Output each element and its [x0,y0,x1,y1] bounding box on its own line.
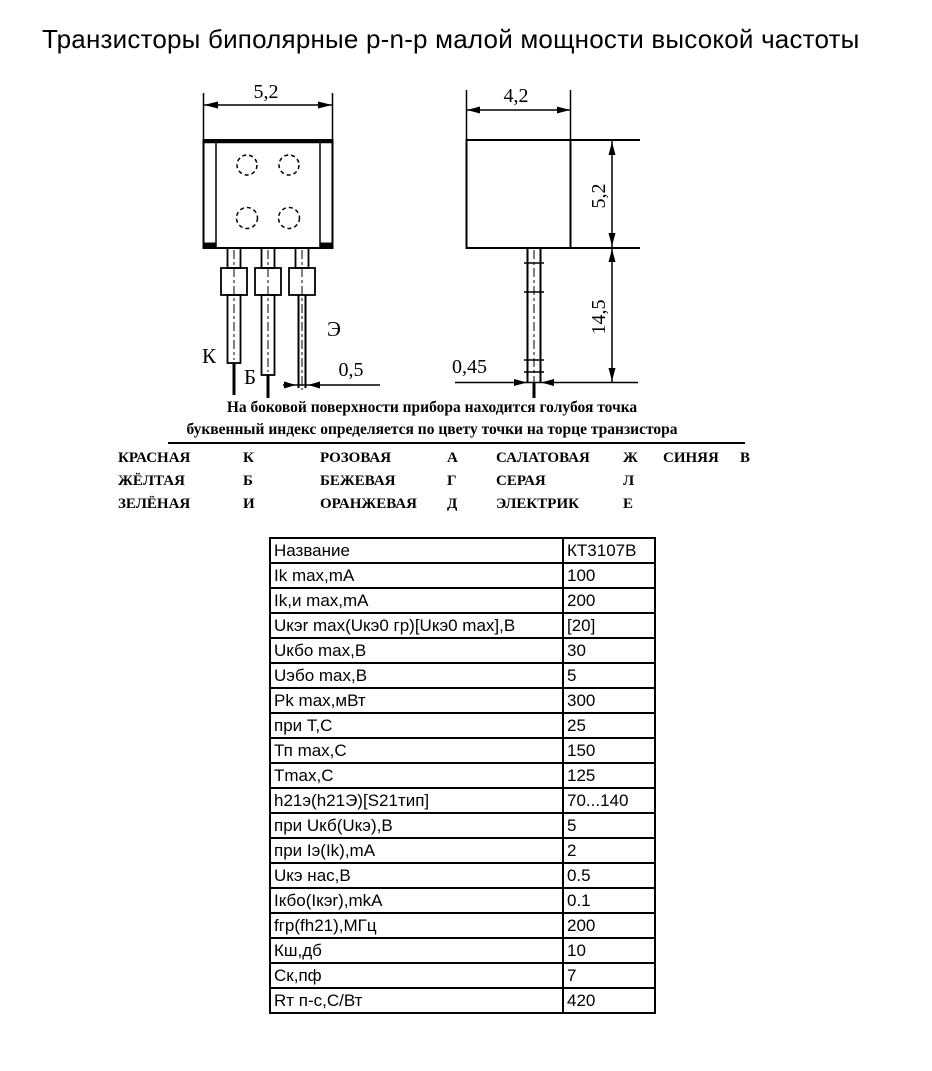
param-value: 200 [563,913,655,938]
param-value: 7 [563,963,655,988]
param-value: 420 [563,988,655,1013]
param-value: 300 [563,688,655,713]
color-name: ЭЛЕКТРИК [496,496,579,512]
param-label: Кш,дб [270,938,563,963]
param-label: при Uкб(Uкэ),В [270,813,563,838]
param-label: Ik max,mA [270,563,563,588]
param-label: Название [270,538,563,563]
color-letter: Г [447,473,457,489]
arrowhead [609,249,616,262]
param-value: 30 [563,638,655,663]
color-code-table [118,447,770,516]
param-label: Rт п-с,С/Вт [270,988,563,1013]
table-row [270,763,655,788]
param-value: 100 [563,563,655,588]
table-row [270,963,655,988]
color-name: ЖЁЛТАЯ [118,473,185,489]
side-lead-length-dim-label: 14,5 [588,299,610,335]
hole [237,155,257,175]
front-lead-width-dim-label: 0,5 [338,359,364,381]
table-row [270,788,655,813]
param-label: Pk max,мВт [270,688,563,713]
color-letter: В [740,450,751,466]
front-view [204,93,381,398]
table-row [270,938,655,963]
hole [237,208,258,229]
param-label: при Iэ(Ik),mA [270,838,563,863]
param-label: Тп max,С [270,738,563,763]
param-label: fгр(fh21),МГц [270,913,563,938]
arrowhead [318,102,332,109]
param-label: Uэбо max,В [270,663,563,688]
table-row [270,863,655,888]
param-label: Uкбо max,В [270,638,563,663]
side-view [455,90,640,398]
table-row [270,588,655,613]
param-label: Iкбо(Iкэr),mkA [270,888,563,913]
param-value: 5 [563,663,655,688]
color-letter: И [243,496,255,512]
table-row [270,838,655,863]
arrowhead [609,368,616,381]
table-row [270,638,655,663]
param-label: Uкэ нас,В [270,863,563,888]
param-value: 25 [563,713,655,738]
table-row [270,538,655,563]
table-row [270,563,655,588]
param-value: 125 [563,763,655,788]
param-label: h21э(h21Э)[S21тип] [270,788,563,813]
param-value: 200 [563,588,655,613]
hole [279,208,300,229]
color-letter: Ж [623,450,638,466]
lead-emitter [289,248,315,390]
param-value: 150 [563,738,655,763]
table-row [270,888,655,913]
table-row [270,988,655,1013]
color-letter: К [243,450,254,466]
lead-base [255,248,281,398]
note-letter-index: буквенный индекс определяется по цвету точки на торце транзистора [186,421,678,438]
param-value: 2 [563,838,655,863]
color-letter: Л [623,473,635,489]
arrowhead [308,382,320,389]
param-value: 0.1 [563,888,655,913]
table-row [270,688,655,713]
color-letter: Е [623,496,634,512]
divider-line [168,442,745,444]
table-row [270,663,655,688]
param-label: Ск,пф [270,963,563,988]
param-label: при Т,С [270,713,563,738]
arrowhead [557,107,570,114]
param-label: Ik,и max,mA [270,588,563,613]
color-letter: Д [447,496,458,512]
parameters-table [269,537,656,1014]
param-value: КТ3107В [563,538,655,563]
table-row [270,713,655,738]
arrowhead [204,102,218,109]
hole [279,155,299,175]
arrowhead [609,233,616,246]
side-height-dim-label: 5,2 [588,183,610,209]
table-row [270,913,655,938]
color-name: САЛАТОВАЯ [496,450,590,466]
color-name: ОРАНЖЕВАЯ [320,496,417,512]
side-lead-thickness-dim-label: 0,45 [452,356,487,378]
color-name: КРАСНАЯ [118,450,191,466]
color-letter: А [447,450,458,466]
color-name: БЕЖЕВАЯ [320,473,396,489]
param-label: Uкэr max(Uкэ0 гр)[Uкэ0 max],В [270,613,563,638]
side-lead [524,248,544,398]
arrowhead [514,379,527,386]
arrowhead [609,142,616,155]
pin-label-base: Б [244,365,257,389]
param-value: [20] [563,613,655,638]
color-name: СИНЯЯ [663,450,719,466]
param-label: Tmax,С [270,763,563,788]
param-value: 5 [563,813,655,838]
arrowhead [284,382,296,389]
param-value: 70...140 [563,788,655,813]
color-name: РОЗОВАЯ [320,450,392,466]
table-row [270,613,655,638]
color-letter: Б [243,473,253,489]
page-title: Транзисторы биполярные p-n-p малой мощности высокой частоты [42,24,860,54]
param-value: 0.5 [563,863,655,888]
pin-label-collector: К [202,344,217,368]
table-row [270,738,655,763]
pin-label-emitter: Э [327,317,341,341]
table-row [270,813,655,838]
note-blue-dot: На боковой поверхности прибора находится голубоя точка [226,399,638,416]
arrowhead [541,379,554,386]
transistor-package-drawing [0,60,932,405]
arrowhead [467,107,480,114]
param-value: 10 [563,938,655,963]
color-name: СЕРАЯ [496,473,546,489]
side-width-dim-label: 4,2 [503,85,529,107]
front-width-dim-label: 5,2 [253,81,279,103]
color-name: ЗЕЛЁНАЯ [118,496,191,512]
